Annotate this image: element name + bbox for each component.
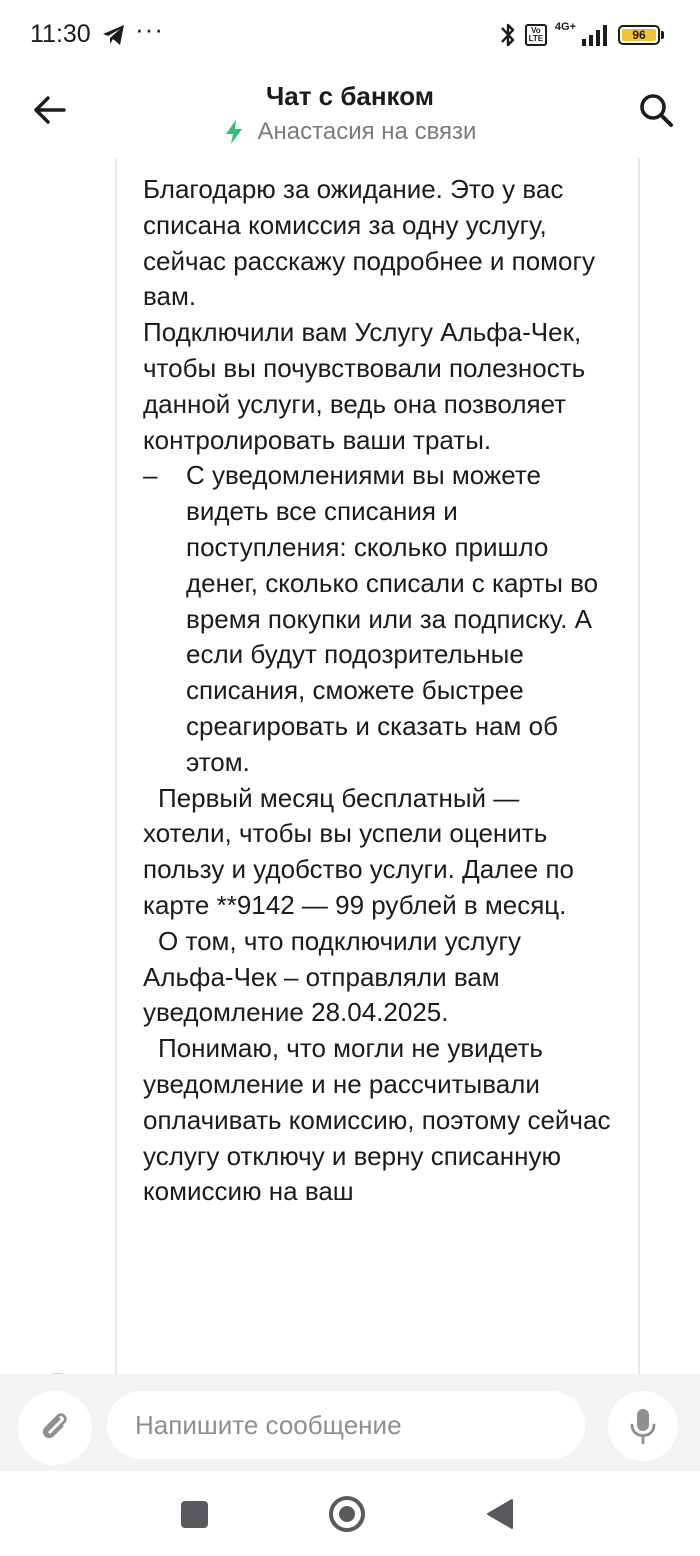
message-paragraph: Понимаю, что могли не увидеть уведомление и не рассчитывали оплачивать комиссию, поэтому сейчас услугу отключу и верну списанную комиссию на ваш [143, 1033, 611, 1207]
agent-status-text: Анастасия на связи [257, 118, 477, 145]
list-dash: – [143, 460, 158, 491]
back-triangle-icon[interactable] [486, 1498, 514, 1530]
battery-icon [618, 25, 660, 45]
attach-button[interactable] [18, 1391, 92, 1465]
recents-square-icon[interactable] [181, 1501, 208, 1528]
paperclip-icon [37, 1410, 73, 1446]
message-paragraph: Подключили вам Услугу Альфа-Чек, чтобы вы почувствовали полезность данной услуги, ведь она позволяет контролировать ваши траты. [143, 317, 586, 455]
network-type: 4G+ [554, 21, 576, 33]
chat-messages[interactable] [0, 158, 700, 1374]
system-nav-bar [0, 1471, 700, 1556]
message-bubble [115, 158, 640, 1374]
list-item-text: С уведомлениями вы можете видеть все списания и поступления: сколько пришло денег, сколько списали с карты во время покупки или за подписку. А если будут подозрительные списания, сможете быстрее среагировать и сказать нам об этом. [186, 460, 599, 777]
more-notifications-icon: ··· [135, 14, 164, 44]
status-indicators [499, 20, 660, 50]
battery-level: 96 [622, 29, 656, 41]
telegram-icon [101, 22, 127, 48]
volte-icon: Vo LTE [525, 24, 547, 46]
message-paragraph: О том, что подключили услугу Альфа-Чек – отправляли вам уведомление 28.04.2025. [143, 925, 521, 1028]
chat-header [0, 70, 700, 158]
lightning-icon [224, 119, 244, 145]
agent-status [0, 118, 700, 146]
search-icon[interactable] [636, 90, 676, 130]
bluetooth-icon [499, 21, 517, 49]
message-paragraph: Благодарю за ожидание. Это у вас списана комиссия за одну услугу, сейчас расскажу подробнее и помогу вам. [143, 174, 596, 312]
message-paragraph: Первый месяц бесплатный — хотели, чтобы вы успели оценить пользу и удобство услуги. Далее по карте **9142 — 99 рублей в месяц. [143, 782, 575, 920]
status-time: 11:30 [30, 20, 91, 48]
home-circle-icon[interactable] [329, 1496, 365, 1532]
message-composer [0, 1374, 700, 1471]
microphone-icon [628, 1406, 658, 1446]
page-title: Чат с банком [265, 81, 435, 111]
status-bar [0, 0, 700, 70]
microphone-button[interactable] [608, 1391, 678, 1461]
signal-icon [580, 23, 610, 47]
list-item [143, 458, 612, 780]
message-input[interactable] [107, 1391, 585, 1459]
